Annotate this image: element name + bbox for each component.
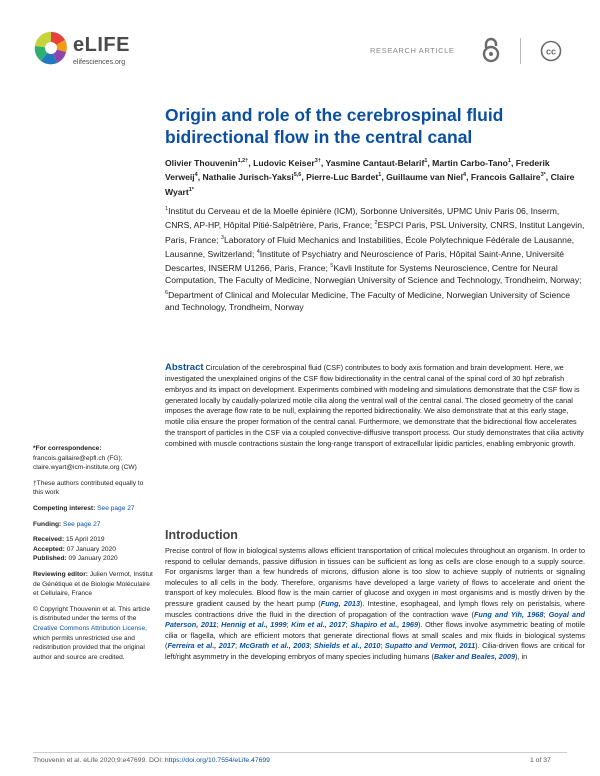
intro-text-segment: ;	[235, 641, 240, 651]
author-name: Nathalie Jurisch-Yaksi	[202, 172, 294, 183]
author-affiliation-mark: 1	[507, 158, 511, 164]
citation-link[interactable]: McGrath et al., 2003	[239, 641, 310, 651]
affiliation-text: ESPCI Paris, PSL University, CNRS, Institut Langevin, Paris, France;	[165, 220, 585, 245]
open-access-icon[interactable]	[480, 37, 502, 63]
citation-text: Thouvenin et al. eLife 2020;9:e47699.	[33, 757, 150, 764]
author-name: Pierre-Luc Bardet	[306, 172, 379, 183]
elife-logo-icon	[33, 30, 69, 66]
doi-link[interactable]: https://doi.org/10.7554/eLife.47699	[164, 757, 270, 764]
citation-link[interactable]: Shapiro et al., 1969	[350, 620, 419, 630]
title-line-2: bidirectional flow in the central canal	[165, 127, 473, 147]
affiliation-number: 6	[165, 289, 169, 296]
citation-link[interactable]: Supatto and Vermot, 2011	[384, 641, 476, 651]
correspondence	[33, 444, 155, 473]
intro-text-segment: ;	[216, 620, 222, 630]
author-affiliation-mark: 1	[378, 172, 382, 179]
citation-link[interactable]: Hennig et al., 1999	[221, 620, 287, 630]
funding	[33, 520, 155, 530]
competing-link[interactable]: See page 27	[97, 504, 135, 512]
copyright-pre: © Copyright Thouvenin et al. This article is distributed under the terms of the	[33, 605, 151, 623]
footer-rule	[33, 752, 567, 753]
affiliation-number: 4	[256, 248, 260, 255]
elife-logo[interactable]	[33, 30, 143, 72]
author-name: Guillaume van Niel	[386, 172, 463, 183]
intro-text-segment: ;	[543, 609, 549, 619]
article-title	[165, 104, 585, 148]
sidebar-metadata	[33, 444, 155, 668]
intro-text-segment: Precise control of flow in biological systems allows efficient transportation of critical molecules throughout an organism. In order to respond to cellular demands, passive diffusion in tissues can be sufficient as long as cells are close enough to a supply source. For organisms larger than a few hundreds of microns, diffusion alone is too slow to achieve supply of nutrients or signaling molecules to all cells in the body. Therefore, organisms have developed a large variety of flows to accelerate and orient the transport of key molecules. Blood flow is the main carrier of glucose and oxygen in most organisms and is mostly driven by the pressure gradient caused by the heart pump (	[165, 546, 585, 608]
affiliation-text: Institute of Psychiatry and Neuroscience of Paris, Hôpital Saint-Anne, Université Descartes, INSERM U1266, Paris, France;	[165, 248, 565, 273]
intro-text-segment: ;	[345, 620, 351, 630]
affiliation-text: Institut du Cerveau et de la Moelle épinière (ICM), Sorbonne Universités, UPMC Univ Paris 06, Inserm, CNRS, AP-HP, Hôpital Pitié-Salpêtrière, Paris, France;	[165, 205, 560, 231]
citation-link[interactable]: Ferreira et al., 2017	[167, 641, 235, 651]
footer-citation	[33, 757, 270, 764]
affiliations	[165, 203, 585, 313]
affiliation-number: 5	[330, 263, 334, 270]
author-affiliation-mark: 1,2†	[237, 158, 249, 164]
editor-label: Reviewing editor:	[33, 570, 88, 578]
article-type: RESEARCH ARTICLE	[370, 46, 455, 55]
citation-link[interactable]: Fung, 2013	[320, 598, 361, 608]
intro-text-segment: ;	[309, 641, 315, 651]
doi-label: DOI:	[149, 757, 165, 764]
author-name: Ludovic Keiser	[253, 157, 315, 168]
copyright-post: which permits unrestricted use and redistribution provided that the original author and source are credited.	[33, 634, 145, 661]
affiliation-text: Kavli Institute for Systems Neuroscience, Centre for Neural Computation, The Faculty of Medicine, Norwegian University of Science and Technology, Trondheim, Norway;	[165, 262, 582, 286]
published-value: 09 January 2020	[68, 555, 118, 563]
intro-text-segment: ). Cilia-driven flows are critical for left/right asymmetry in the developing embryos of many species including humans (	[165, 641, 585, 661]
intro-text-segment: ). Intestine, esophageal, and lymph flows rely on peristalsis, where muscles contractions drive the fluid in the direction of propagation of the contraction wave (	[165, 598, 585, 619]
affiliation-number: 3	[220, 234, 224, 241]
author-name: Frederik Verweij	[165, 157, 550, 183]
logo-url: elifesciences.org	[73, 59, 126, 66]
citation-link[interactable]: Goyal and Paterson, 2011	[165, 609, 586, 630]
competing-interest	[33, 504, 155, 514]
abstract	[165, 363, 585, 450]
reviewing-editor	[33, 570, 155, 599]
creative-commons-icon[interactable]	[540, 40, 562, 62]
author-affiliation-mark: 1*	[188, 186, 194, 193]
header-divider	[520, 38, 521, 64]
published-label: Published:	[33, 555, 67, 563]
accepted-label: Accepted:	[33, 545, 65, 553]
editor-value: Julien Vermot, Institut de Génétique et de Biologie Moléculaire et Cellulaire, France	[33, 570, 153, 598]
affiliation-text: Department of Clinical and Molecular Medicine, The Faculty of Medicine, Norwegian University of Science and Technology, Trondheim, Norway	[165, 289, 571, 312]
author-name: Olivier Thouvenin	[165, 157, 238, 168]
author-affiliation-mark: 1	[424, 158, 428, 164]
intro-text-segment: ;	[286, 620, 292, 630]
author-name: Yasmine Cantaut-Belarif	[325, 157, 425, 168]
citation-link[interactable]: Fung and Yih, 1968	[473, 609, 544, 619]
page-number: 1 of 37	[530, 757, 551, 764]
copyright	[33, 605, 155, 663]
citation-link[interactable]: Baker and Beales, 2009	[433, 651, 516, 661]
citation-link[interactable]: Kim et al., 2017	[291, 620, 346, 630]
svg-text:cc: cc	[545, 46, 557, 57]
correspondence-label: *For correspondence:	[33, 445, 102, 452]
introduction-text	[165, 546, 585, 663]
intro-text-segment: ;	[380, 641, 385, 651]
equal-contribution: †These authors contributed equally to this work	[33, 479, 144, 497]
accepted-value: 07 January 2020	[66, 545, 116, 553]
introduction-heading: Introduction	[165, 528, 238, 542]
received-label: Received:	[33, 536, 65, 544]
affiliation-number: 2	[374, 220, 378, 227]
author-affiliation-mark: 4	[194, 172, 198, 179]
intro-text-segment: ). Other flows involve asymmetric beating of motile cilia or flagella, which are efficient motors that generate directional flows at small scales and mix fluids in biological systems (	[165, 620, 586, 651]
title-line-1: Origin and role of the cerebrospinal fluid	[165, 105, 504, 125]
affiliation-text: Laboratory of Fluid Mechanics and Instabilities, École Polytechnique Fédérale de Lausanne, Lausanne, Switzerland;	[165, 234, 575, 259]
author-name: Claire Wyart	[165, 172, 575, 197]
intro-text-segment: ), in	[515, 651, 528, 661]
author-affiliation-mark: 3†	[314, 158, 321, 164]
abstract-text: Circulation of the cerebrospinal fluid (CSF) contributes to body axis formation and brain development. Here, we investigated the unexplained origins of the CSF flow bidirectionality in the central canal of the spinal cord of 30 hpf zebrafish embryos and its impact on development. Experiments combined with modeling and simulations demonstrate that the CSF flow is generated locally by caudally-polarized motile cilia along the ventral wall of the central canal. The closed geometry of the canal imposes the average flow rate to be null, explaining the reported bidirectionality. We also demonstrate that at this early stage, motile cilia ensure the proper formation of the central canal. Furthermore, we demonstrate that the bidirectional flow accelerates the transport of particles in the CSF via a coupled convective-diffusive transport process. Our study demonstrates that cilia activity combined with muscle contractions sustain the long-range transport of extracellular lipidic particles, enabling embryonic growth.	[165, 363, 584, 448]
funding-link[interactable]: See page 27	[63, 520, 101, 528]
dates	[33, 535, 155, 564]
abstract-label: Abstract	[165, 362, 204, 373]
author-name: Francois Gallaire	[470, 172, 541, 183]
citation-link[interactable]: Shields et al., 2010	[314, 641, 381, 651]
author-affiliation-mark: 3*	[540, 172, 546, 179]
affiliation-number: 1	[165, 206, 169, 212]
author-list: Olivier Thouvenin$^{1,2\dagger}$, Ludovic Keiser$^{3\dagger}$, Yasmine Cantaut-Belarif$^1$, Martin Carbo-Tano$^1$, Frederik Verweij$^4$, Nathalie Jurisch-Yaksi$^{5,6}$, Pierre-Luc Bardet$^1$, Guillaume van Niel$^4$, Francois Gallaire$^{3*}$, Claire Wyart$^{1*}$	[165, 157, 575, 197]
correspondence-emails[interactable]: francois.gallaire@epfl.ch (FG); claire.wyart@icm-institute.org (CW)	[33, 454, 137, 472]
cc-license-link[interactable]: Creative Commons Attribution License,	[33, 624, 147, 632]
funding-label: Funding:	[33, 520, 62, 528]
received-value: 15 April 2019	[66, 536, 105, 544]
author-name: Martin Carbo-Tano	[432, 157, 508, 168]
competing-label: Competing interest:	[33, 504, 96, 512]
author-affiliation-mark: 5,6	[293, 172, 302, 179]
logo-wordmark: eLIFE	[73, 34, 130, 56]
author-affiliation-mark: 4	[463, 172, 467, 179]
